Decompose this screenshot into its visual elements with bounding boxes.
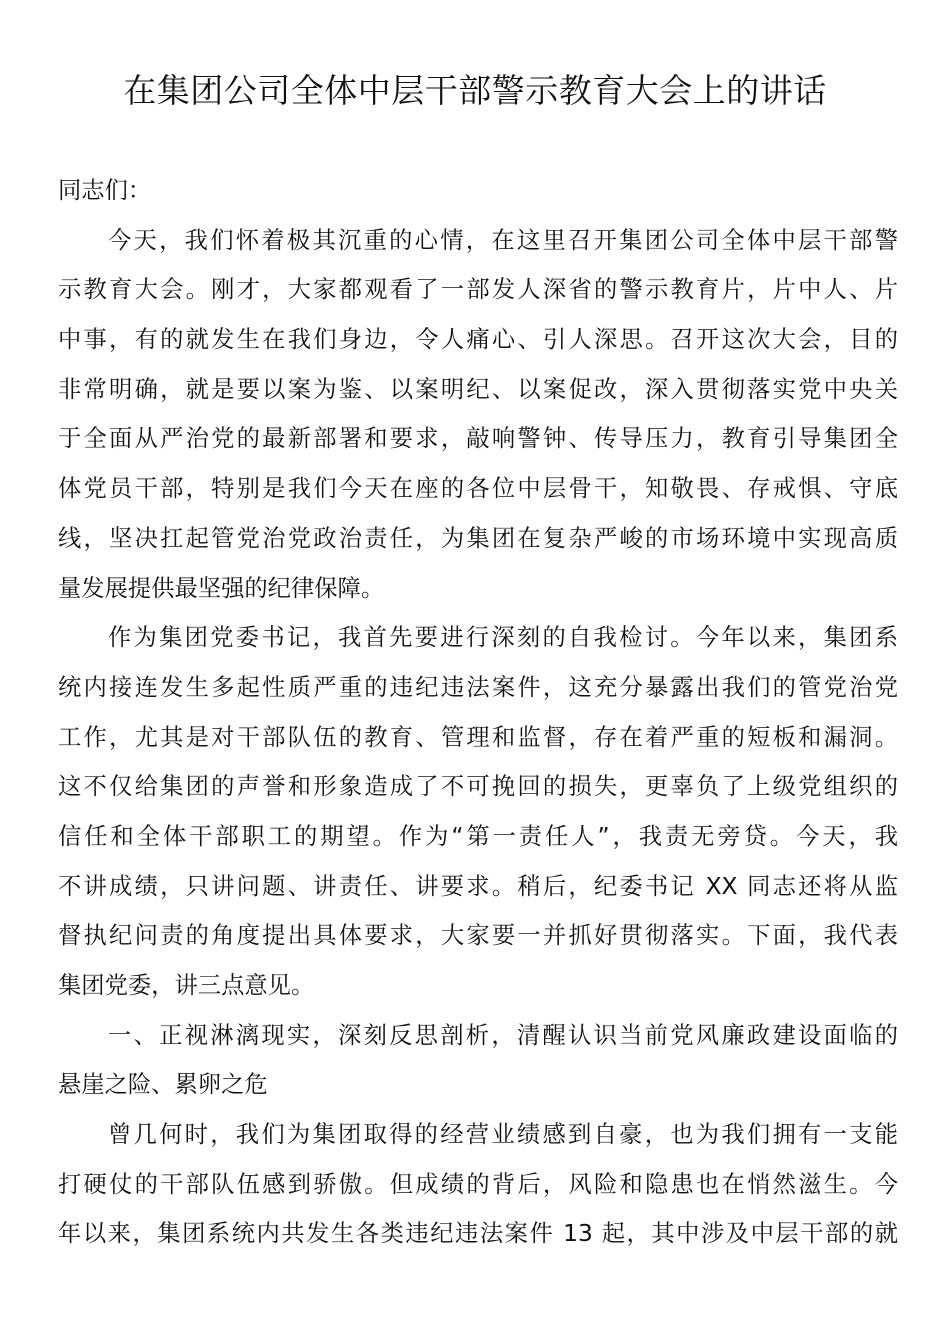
text-line: 作为集团党委书记，我首先要进行深刻的自我检讨。今年以来，集团系 [108, 624, 898, 652]
text-line: 这不仅给集团的声誉和形象造成了不可挽回的损失，更辜负了上级党组织的 [58, 773, 898, 801]
text-line: 年以来，集团系统内共发生各类违纪违法案件 13 起，其中涉及中层干部的就 [58, 1220, 898, 1248]
text-line: 于全面从严治党的最新部署和要求，敲响警钟、传导压力，教育引导集团全 [58, 425, 898, 453]
text-line: 量发展提供最坚强的纪律保障。 [58, 574, 385, 602]
paragraph-reality [58, 1110, 898, 1259]
heading-line: 一、正视淋漓现实，深刻反思剖析，清醒认识当前党风廉政建设面临的 [108, 1021, 898, 1049]
text-line: 打硬仗的干部队伍感到骄傲。但成绩的背后，风险和隐患也在悄然滋生。今 [58, 1170, 898, 1198]
text-line: 督执纪问责的角度提出具体要求，大家要一并抓好贯彻落实。下面，我代表 [58, 922, 898, 950]
text-line: 统内接连发生多起性质严重的违纪违法案件，这充分暴露出我们的管党治党 [58, 673, 898, 701]
paragraph-self-criticism [58, 613, 898, 1011]
text-line: 中事，有的就发生在我们身边，令人痛心、引人深思。召开这次大会，目的 [58, 326, 898, 354]
text-line: 体党员干部，特别是我们今天在座的各位中层骨干，知敬畏、存戒惧、守底 [58, 475, 898, 503]
text-line: 信任和全体干部职工的期望。作为“第一责任人”，我责无旁贷。今天，我 [58, 822, 898, 850]
text-line: 曾几何时，我们为集团取得的经营业绩感到自豪，也为我们拥有一支能 [108, 1121, 898, 1149]
text-line: 今天，我们怀着极其沉重的心情，在这里召开集团公司全体中层干部警 [108, 226, 898, 254]
text-line: 集团党委，讲三点意见。 [58, 972, 315, 999]
document-title: 在集团公司全体中层干部警示教育大会上的讲话 [123, 71, 827, 110]
paragraph-opening [58, 216, 898, 614]
text-line: 工作，尤其是对干部队伍的教育、管理和监督，存在着严重的短板和漏洞。 [58, 723, 898, 751]
salutation: 同志们： [58, 177, 152, 204]
text-line: 不讲成绩，只讲问题、讲责任、讲要求。稍后，纪委书记 XX 同志还将从监 [58, 872, 898, 900]
heading-line: 悬崖之险、累卵之危 [58, 1071, 268, 1099]
text-line: 示教育大会。刚才，大家都观看了一部发人深省的警示教育片，片中人、片 [58, 276, 898, 304]
section-heading-one [58, 1011, 898, 1110]
document-body [58, 166, 898, 1259]
text-line: 线，坚决扛起管党治党政治责任，为集团在复杂严峻的市场环境中实现高质 [58, 524, 898, 552]
text-line: 非常明确，就是要以案为鉴、以案明纪、以案促改，深入贯彻落实党中央关 [58, 375, 898, 403]
